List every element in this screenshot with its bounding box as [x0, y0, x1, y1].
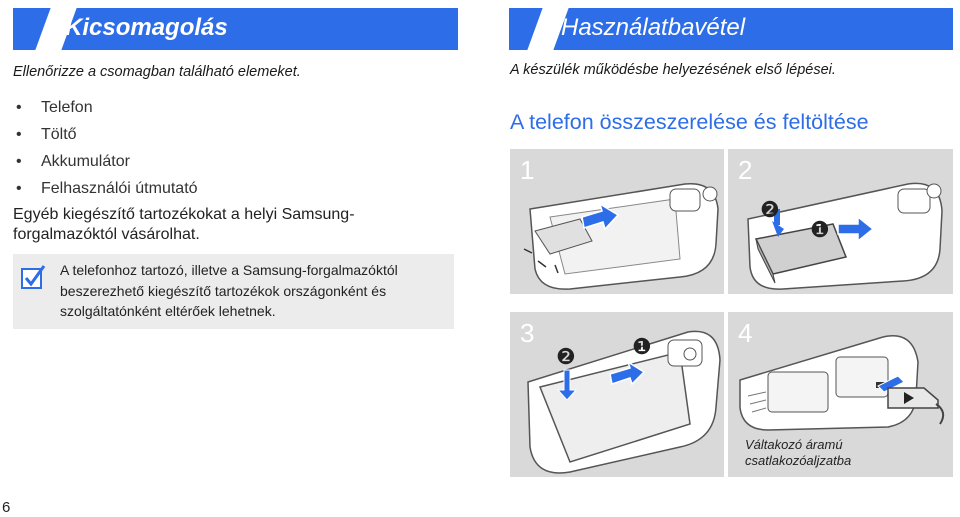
page-number: 6 [2, 499, 11, 516]
unpacking-title: Kicsomagolás [65, 14, 228, 41]
callout-2-icon: ❷ [760, 197, 780, 222]
getting-started-title: Használatbavétel [561, 14, 746, 41]
getting-started-intro: A készülék működésbe helyezésének első lépései. [510, 62, 836, 78]
callout-2-icon: ❷ [556, 344, 576, 369]
step-number: 4 [738, 318, 753, 348]
getting-started-title-bar [509, 8, 953, 50]
section-heading: A telefon összeszerelése és feltöltése [510, 110, 869, 134]
note-box [13, 254, 454, 329]
list-item: • Töltő [13, 121, 198, 148]
package-contents-list [13, 94, 198, 202]
checkbox-check-icon [20, 264, 46, 290]
step-panel-3 [510, 312, 724, 477]
list-item: • Telefon [13, 94, 198, 121]
step-number: 2 [738, 155, 753, 185]
charger-caption: Váltakozó áramú csatlakozóaljzatba [745, 437, 852, 468]
callout-1-icon: ❶ [632, 334, 652, 359]
callout-1-icon: ❶ [810, 217, 830, 242]
sim-insert-illustration [510, 149, 724, 294]
unpacking-intro: Ellenőrizze a csomagban található elemeket. [13, 64, 301, 80]
note-text: A telefonhoz tartozó, illetve a Samsung-forgalmazóktól beszerezhető kiegészítő tartozékok országonként és szolgáltatónként eltérőek lehetnek. [60, 262, 398, 319]
step-panel-1 [510, 149, 724, 294]
step-panel-2 [728, 149, 953, 294]
step-number: 3 [520, 318, 535, 348]
battery-cover-illustration [510, 312, 724, 477]
step-number: 1 [520, 155, 535, 185]
list-item: • Akkumulátor [13, 148, 198, 175]
unpacking-title-bar [13, 8, 458, 50]
accessories-paragraph: Egyéb kiegészítő tartozékokat a helyi Samsung-forgalmazóktól vásárolhat. [13, 206, 355, 243]
list-item: • Felhasználói útmutató [13, 175, 198, 202]
